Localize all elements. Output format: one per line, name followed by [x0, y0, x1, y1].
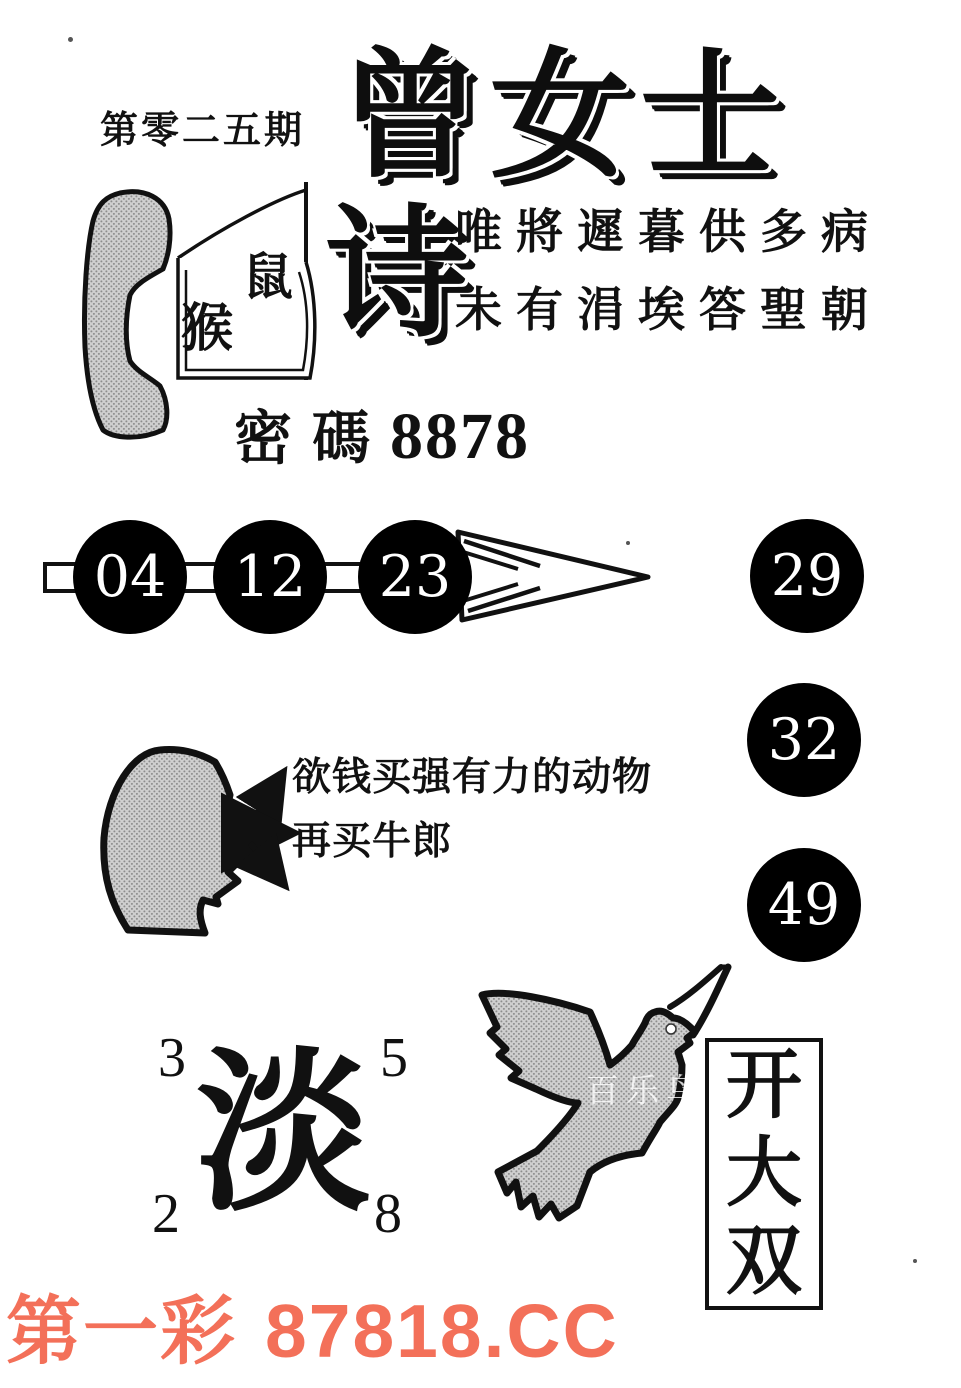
side-number-ball: [750, 519, 864, 633]
dove-watermark: 百乐鸟: [586, 1074, 706, 1110]
verdict-box: [705, 1038, 823, 1310]
scan-speck: [626, 541, 630, 545]
number-ball-value: 04: [93, 543, 167, 610]
number-ball: [73, 520, 187, 634]
side-number-ball: [747, 848, 861, 962]
number-ball: [358, 520, 472, 634]
number-ball-value: 12: [233, 543, 307, 610]
verdict-char: 大: [726, 1132, 802, 1216]
number-ball-value: 23: [378, 543, 452, 610]
scan-speck: [913, 1259, 917, 1263]
hint-line-1: 欲钱买强有力的动物: [292, 756, 653, 799]
footer-site: 87818.CC: [265, 1289, 619, 1373]
side-number-value: 49: [767, 871, 841, 938]
password-value: 8878: [390, 400, 531, 473]
corner-number-bottom-left: 2: [152, 1183, 180, 1245]
corner-number-top-right: 5: [380, 1027, 408, 1089]
poem-seal-char: 诗: [326, 196, 468, 354]
poem-line-1: 唯將遲暮供多病: [455, 207, 882, 259]
poem-line-2: 未有涓埃答聖朝: [455, 285, 882, 337]
page-title: 曾女士: [340, 40, 791, 195]
number-ball: [213, 520, 327, 634]
side-number-value: 29: [770, 542, 844, 609]
password-label: 密碼: [234, 406, 391, 471]
verdict-char: 双: [726, 1220, 802, 1304]
side-number-value: 32: [767, 706, 841, 773]
speaking-head-icon: [78, 740, 310, 952]
hint-line-2: 再买牛郎: [292, 820, 453, 863]
password-row: [234, 400, 531, 473]
corner-number-top-left: 3: [158, 1027, 186, 1089]
footer-brand: 第一彩: [6, 1289, 238, 1373]
side-number-ball: [747, 683, 861, 797]
scan-speck: [68, 37, 73, 42]
corner-number-bottom-right: 8: [374, 1183, 402, 1245]
footer-banner: [6, 1289, 619, 1373]
issue-number: 第零二五期: [100, 110, 306, 152]
verdict-char: 开: [726, 1044, 802, 1128]
calligraphy-char: 淡: [196, 1038, 371, 1232]
zodiac-monkey-label: 猴: [181, 301, 234, 358]
zodiac-rat-label: 鼠: [243, 249, 293, 305]
